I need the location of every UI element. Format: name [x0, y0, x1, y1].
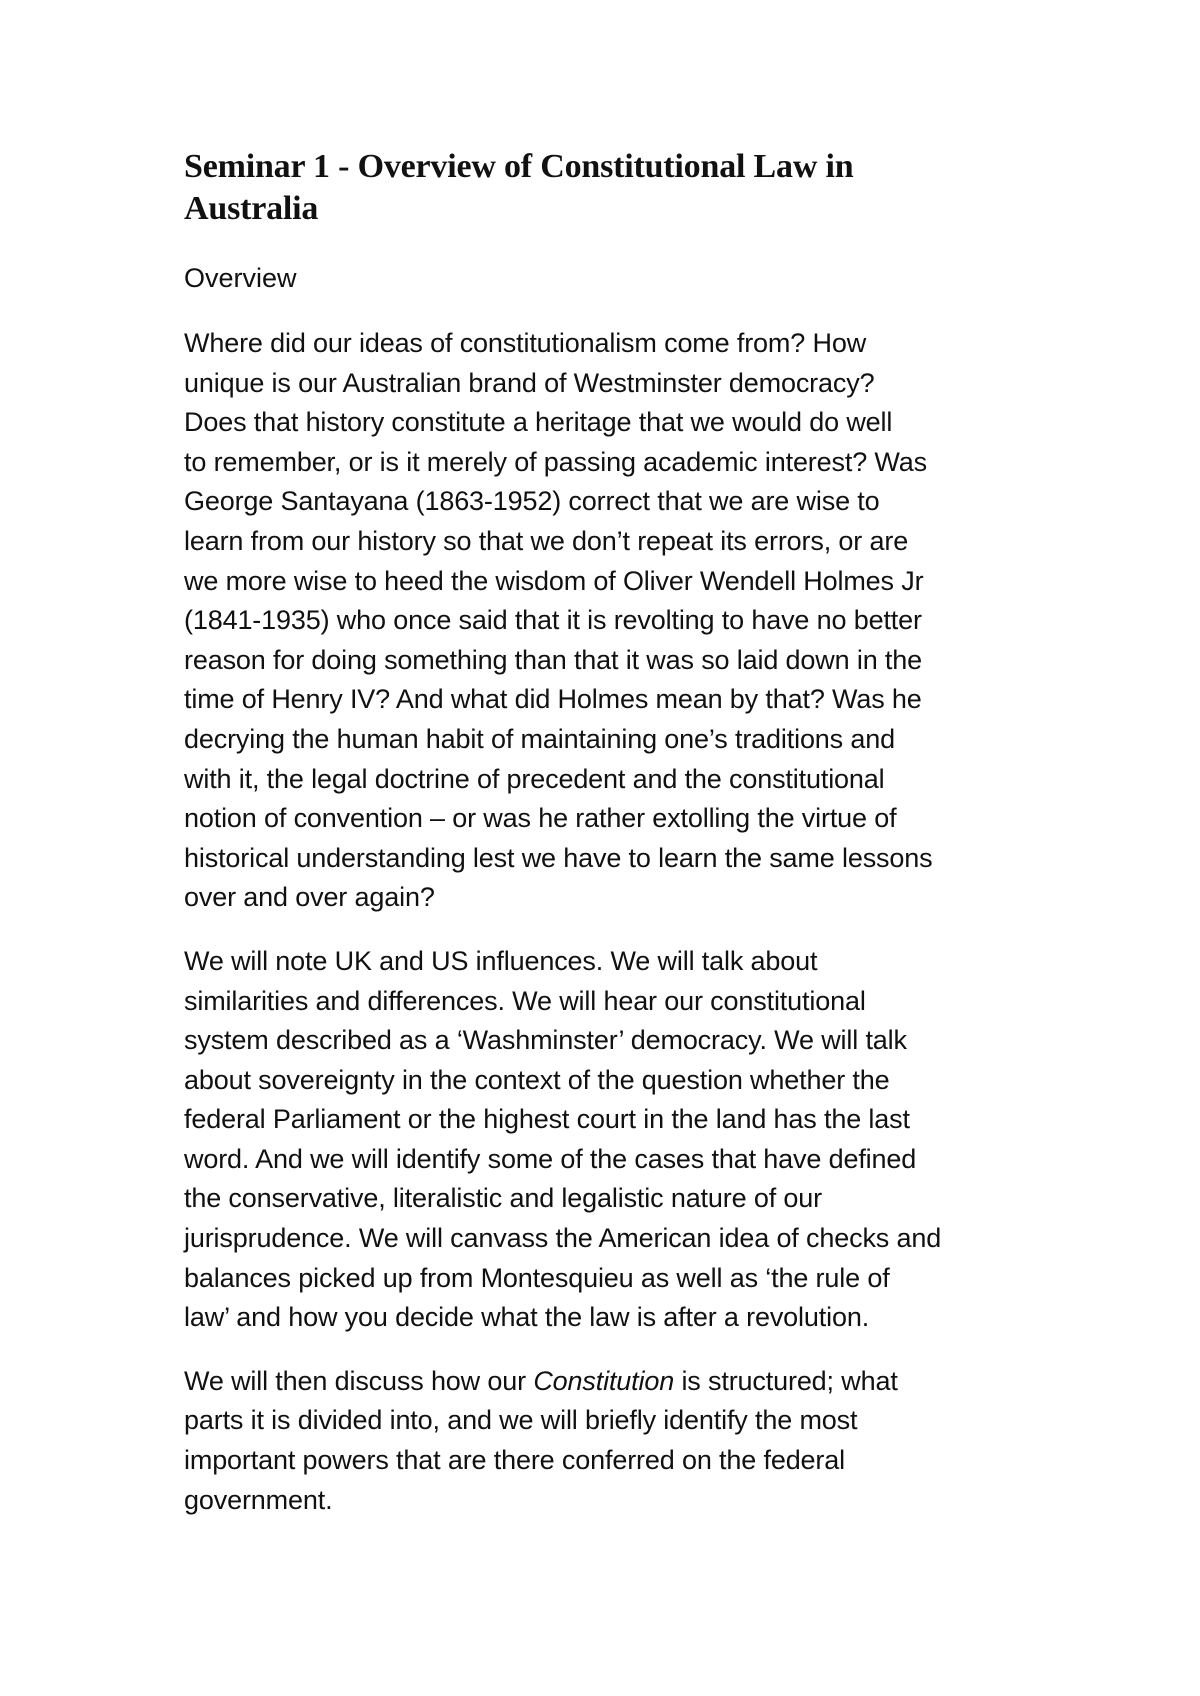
paragraph-1-line: historical understanding lest we have to learn the same lessons — [184, 842, 933, 873]
paragraph-3-text: is structured; what — [674, 1365, 898, 1396]
paragraph-2-line: balances picked up from Montesquieu as well as ‘the rule of — [184, 1262, 890, 1293]
section-heading-overview: Overview — [184, 263, 297, 293]
document-title-line-2: Australia — [184, 190, 319, 227]
paragraph-1-line: (1841-1935) who once said that it is revolting to have no better — [184, 605, 922, 636]
paragraph-2-line: jurisprudence. We will canvass the American idea of checks and — [184, 1223, 942, 1254]
document-title — [184, 146, 1044, 230]
paragraph-1-line: reason for doing something than that it was so laid down in the — [184, 644, 923, 675]
paragraph-1-line: notion of convention – or was he rather extolling the virtue of — [184, 803, 897, 834]
paragraph-3 — [184, 1362, 1044, 1520]
paragraph-2 — [184, 942, 1044, 1338]
paragraph-1-line: Does that history constitute a heritage that we would do well — [184, 407, 893, 438]
paragraph-2-line: federal Parliament or the highest court in the land has the last — [184, 1104, 910, 1135]
paragraph-1-line: George Santayana (1863-1952) correct that we are wise to — [184, 486, 880, 517]
paragraph-1-line: learn from our history so that we don’t repeat its errors, or are — [184, 525, 909, 556]
document-title-line-1: Seminar 1 - Overview of Constitutional Law in — [184, 148, 854, 185]
paragraph-3-line: important powers that are there conferred on the federal — [184, 1445, 845, 1476]
paragraph-2-line: system described as a ‘Washminster’ democracy. We will talk — [184, 1025, 907, 1056]
paragraph-1-line: time of Henry IV? And what did Holmes mean by that? Was he — [184, 684, 922, 715]
paragraph-2-line: word. And we will identify some of the cases that have defined — [184, 1143, 917, 1174]
constitution-italic: Constitution — [533, 1365, 675, 1396]
paragraph-1-line: decrying the human habit of maintaining one’s traditions and — [184, 723, 895, 754]
paragraph-1-line: to remember, or is it merely of passing academic interest? Was — [184, 446, 927, 477]
paragraph-2-line: similarities and differences. We will hear our constitutional — [184, 985, 866, 1016]
paragraph-2-line: We will note UK and US influences. We will talk about — [184, 945, 818, 976]
paragraph-3-line: government. — [184, 1484, 333, 1515]
paragraph-3-text: We will then discuss how our — [184, 1365, 534, 1396]
paragraph-1 — [184, 324, 1044, 918]
paragraph-2-line: law’ and how you decide what the law is after a revolution. — [184, 1302, 870, 1333]
paragraph-1-line: we more wise to heed the wisdom of Oliver Wendell Holmes Jr — [184, 565, 924, 596]
document-content — [184, 146, 1044, 1544]
paragraph-1-line: Where did our ideas of constitutionalism come from? How — [184, 328, 867, 358]
paragraph-1-line: over and over again? — [184, 882, 435, 913]
paragraph-2-line: the conservative, literalistic and legalistic nature of our — [184, 1183, 822, 1214]
paragraph-3-line — [184, 1362, 1044, 1402]
paragraph-3-line: parts it is divided into, and we will briefly identify the most — [184, 1405, 858, 1436]
paragraph-1-line: with it, the legal doctrine of precedent and the constitutional — [184, 763, 885, 794]
paragraph-2-line: about sovereignty in the context of the question whether the — [184, 1064, 890, 1095]
paragraph-1-line: unique is our Australian brand of Westminster democracy? — [184, 367, 875, 398]
